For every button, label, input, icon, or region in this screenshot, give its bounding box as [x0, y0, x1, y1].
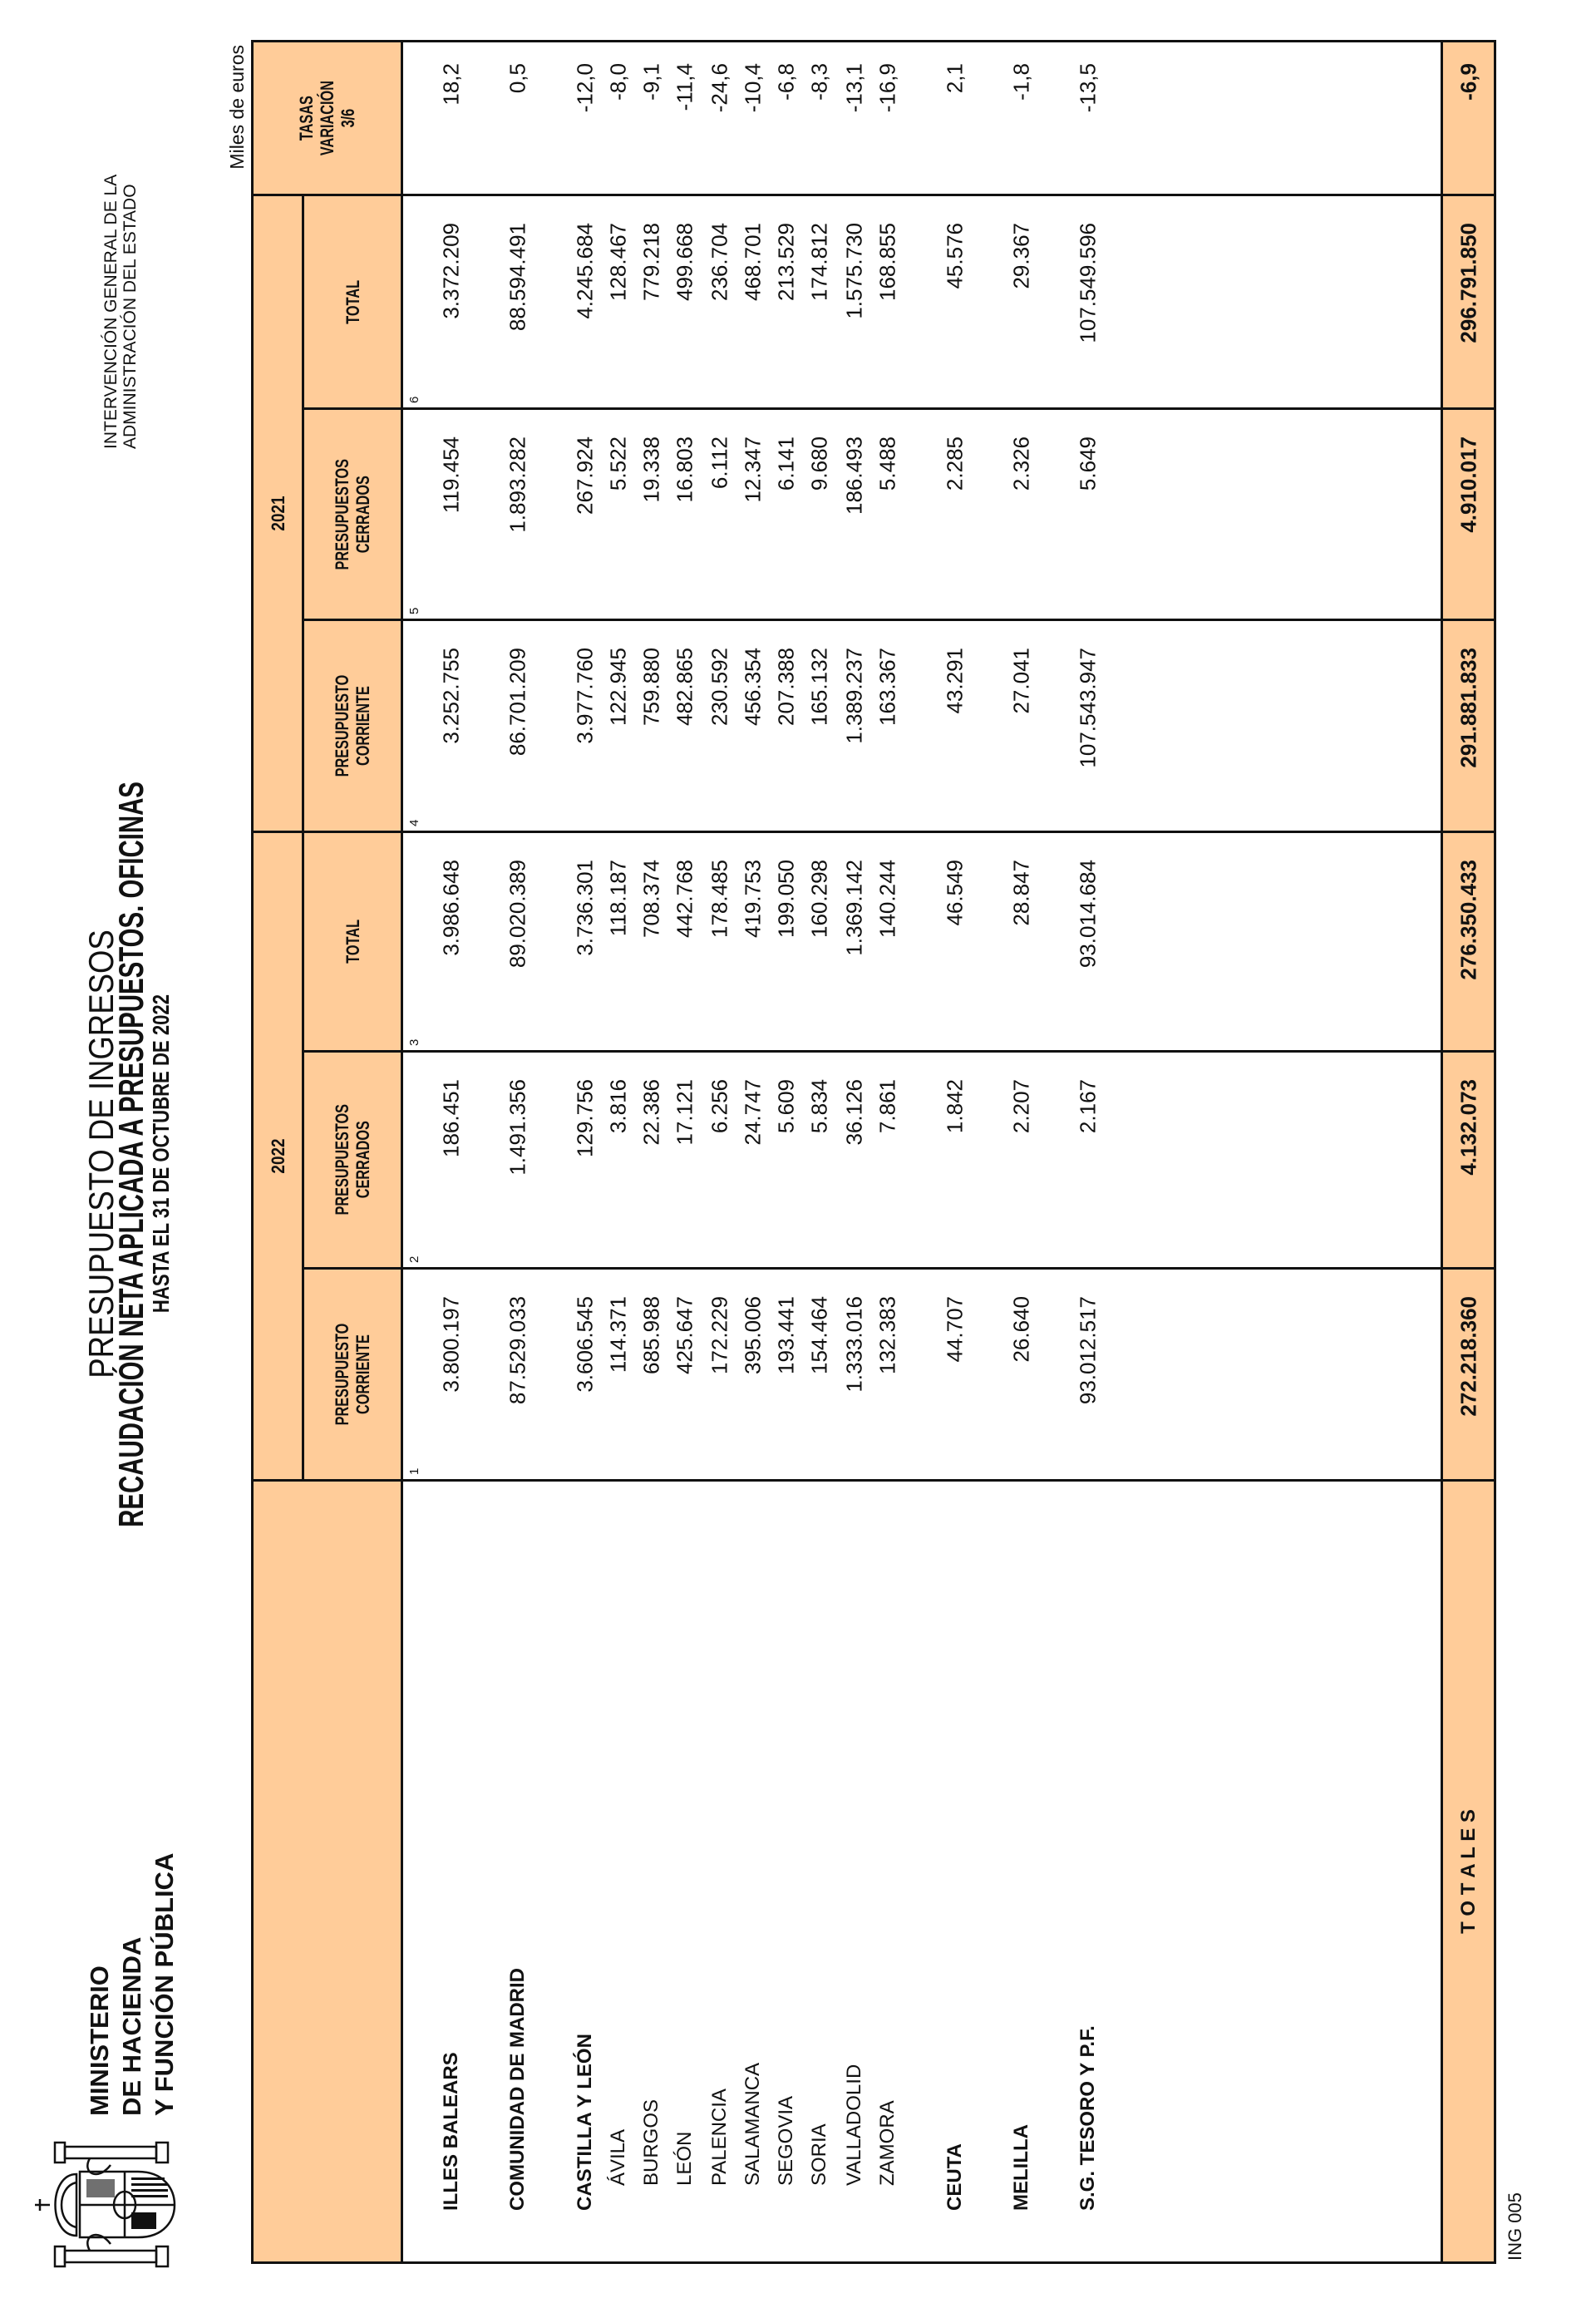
column-number: 3	[407, 1038, 421, 1046]
column-header	[302, 1050, 403, 1270]
form-code: ING 005	[1505, 2192, 1525, 2261]
column-header-line: TOTAL	[342, 279, 363, 324]
cell-value: 1.389.237	[841, 648, 867, 744]
row-label: SEGOVIA	[775, 2095, 797, 2186]
totals-value: 276.350.433	[1456, 860, 1481, 980]
column-header-text	[332, 1095, 373, 1224]
date-line	[148, 0, 175, 2308]
cell-value: 267.924	[572, 436, 598, 515]
cell-value: 2.167	[1075, 1079, 1101, 1134]
cell-value: 174.812	[806, 223, 832, 301]
totals-value: 4.132.073	[1456, 1079, 1481, 1176]
row-label: VALLADOLID	[843, 2064, 865, 2186]
cell-value: 129.756	[572, 1079, 598, 1157]
cell-value: 193.441	[773, 1296, 799, 1374]
cell-value: 128.467	[605, 223, 631, 301]
row-label: SALAMANCA	[741, 2062, 764, 2186]
cell-value: 230.592	[707, 648, 732, 726]
cell-value: 160.298	[806, 860, 832, 938]
cell-value: 456.354	[740, 648, 766, 726]
cell-value: 3.986.648	[438, 860, 464, 956]
column-header-text	[342, 276, 363, 327]
cell-value: 2.285	[942, 436, 968, 491]
cell-value: 1.842	[942, 1079, 968, 1134]
column-header	[302, 407, 403, 621]
rate-value: 18,2	[438, 63, 464, 106]
cell-value: 36.126	[841, 1079, 867, 1146]
totals-rate: -6,9	[1456, 63, 1481, 101]
totals-label: T O T A L E S	[1441, 1479, 1496, 2264]
cell-value: 685.988	[638, 1296, 664, 1374]
cell-value: 1.893.282	[505, 436, 530, 533]
cell-value: 88.594.491	[505, 223, 530, 332]
column-header-line: CERRADOS	[352, 475, 373, 554]
agency-name	[101, 175, 140, 449]
cell-value: 425.647	[672, 1296, 697, 1374]
cell-value: 1.575.730	[841, 223, 867, 319]
rate-value: -6,8	[773, 63, 799, 101]
cell-value: 3.816	[605, 1079, 631, 1134]
totals-value: 4.910.017	[1456, 436, 1481, 533]
rate-value: 2,1	[942, 63, 968, 94]
cell-value: 107.549.596	[1075, 223, 1101, 343]
cell-value: 19.338	[638, 436, 664, 503]
cell-value: 16.803	[672, 436, 697, 503]
rate-header: TASAS VARIACIÓN 3/6	[251, 40, 403, 196]
cell-value: 27.041	[1008, 648, 1034, 714]
agency-line-2: ADMINISTRACIÓN DEL ESTADO	[121, 184, 140, 449]
cell-value: 132.383	[874, 1296, 900, 1374]
data-column	[401, 1267, 1443, 1482]
column-header-line: PRESUPUESTO	[332, 1323, 352, 1426]
rate-value: -16,9	[874, 63, 900, 113]
column-number: 4	[407, 819, 421, 826]
rate-value: -24,6	[707, 63, 732, 113]
cell-value: 5.522	[605, 436, 631, 491]
agency-line-1: INTERVENCIÓN GENERAL DE LA	[101, 174, 121, 449]
cell-value: 482.865	[672, 648, 697, 726]
column-header-line: PRESUPUESTO	[332, 674, 352, 777]
cell-value: 3.372.209	[438, 223, 464, 319]
year-header-2021: 2021	[251, 194, 304, 833]
cell-value: 22.386	[638, 1079, 664, 1146]
cell-value: 89.020.389	[505, 860, 530, 969]
rate-value: -8,3	[806, 63, 832, 101]
cell-value: 119.454	[438, 436, 464, 514]
cell-value: 759.880	[638, 648, 664, 726]
cell-value: 122.945	[605, 648, 631, 726]
cell-value: 442.768	[672, 860, 697, 938]
ministry-line-1: MINISTERIO	[85, 1965, 114, 2116]
cell-value: 419.753	[740, 860, 766, 938]
cell-value: 708.374	[638, 860, 664, 938]
column-header-text	[342, 916, 363, 967]
rate-value: 0,5	[505, 63, 530, 94]
rate-value: -13,5	[1075, 63, 1101, 113]
column-header-text	[332, 1315, 373, 1434]
rate-value: -1,8	[1008, 63, 1034, 101]
column-header-line: CERRADOS	[352, 1121, 373, 1199]
cell-value: 168.855	[874, 223, 900, 301]
cell-value: 1.369.142	[841, 860, 867, 956]
ministry-line-2: DE HACIENDA	[117, 1936, 146, 2116]
data-column	[401, 1050, 1443, 1270]
rate-value: -10,4	[740, 63, 766, 113]
row-label: S.G. TESORO Y P.F.	[1076, 2025, 1099, 2211]
cell-value: 107.543.947	[1075, 648, 1101, 768]
cell-value: 86.701.209	[505, 648, 530, 757]
cell-value: 6.112	[707, 436, 732, 490]
row-label: LEÓN	[673, 2131, 696, 2186]
cell-value: 5.488	[874, 436, 900, 491]
column-header-text	[332, 667, 373, 786]
row-label: ZAMORA	[876, 2100, 899, 2186]
ministry-line-3: Y FUNCIÓN PÚBLICA	[150, 1852, 179, 2116]
cell-value: 2.326	[1008, 436, 1034, 491]
row-label: ILLES BALEARS	[440, 2052, 462, 2211]
column-number: 1	[407, 1467, 421, 1475]
row-label: BURGOS	[640, 2098, 663, 2186]
cell-value: 4.245.684	[572, 223, 598, 319]
cell-value: 5.649	[1075, 436, 1101, 491]
row-label: CASTILLA Y LEÓN	[574, 2034, 596, 2211]
data-column	[401, 831, 1443, 1053]
data-column	[401, 194, 1443, 410]
column-header	[302, 194, 403, 410]
cell-value: 5.609	[773, 1079, 799, 1134]
year-header-2022: 2022	[251, 831, 304, 1482]
subtitle-text: RECAUDACIÓN NETA APLICADA A PRESUPUESTOS. OFICINAS	[111, 781, 150, 1527]
cell-value: 178.485	[707, 860, 732, 938]
rate-value: -9,1	[638, 63, 664, 101]
cell-value: 28.847	[1008, 860, 1034, 926]
row-label: ÁVILA	[607, 2128, 629, 2186]
date-text: HASTA EL 31 DE OCTUBRE DE 2022	[148, 994, 174, 1314]
column-header-text	[332, 450, 373, 579]
column-header	[302, 1267, 403, 1482]
cell-value: 163.367	[874, 648, 900, 726]
totals-value: 296.791.850	[1456, 223, 1481, 343]
row-label: MELILLA	[1010, 2124, 1032, 2211]
cell-value: 6.256	[707, 1079, 732, 1134]
column-header-line: TOTAL	[342, 920, 363, 964]
rate-value: -12,0	[572, 63, 598, 113]
cell-value: 154.464	[806, 1296, 832, 1374]
column-header-line: CORRIENTE	[352, 686, 373, 766]
cell-value: 2.207	[1008, 1079, 1034, 1134]
cell-value: 1.333.016	[841, 1296, 867, 1393]
column-header	[302, 831, 403, 1053]
row-label: CEUTA	[943, 2143, 966, 2211]
cell-value: 87.529.033	[505, 1296, 530, 1405]
row-label: COMUNIDAD DE MADRID	[506, 1968, 529, 2211]
cell-value: 395.006	[740, 1296, 766, 1374]
cell-value: 9.680	[806, 436, 832, 491]
cell-value: 93.012.517	[1075, 1296, 1101, 1405]
totals-value: 291.881.833	[1456, 648, 1481, 768]
cell-value: 26.640	[1008, 1296, 1034, 1363]
column-number: 5	[407, 607, 421, 614]
cell-value: 1.491.356	[505, 1079, 530, 1176]
data-column	[401, 619, 1443, 833]
totals-value: 272.218.360	[1456, 1296, 1481, 1417]
cell-value: 779.218	[638, 223, 664, 301]
cell-value: 236.704	[707, 223, 732, 301]
cell-value: 7.861	[874, 1079, 900, 1134]
cell-value: 3.736.301	[572, 860, 598, 956]
column-header-line: PRESUPUESTOS	[332, 1104, 352, 1216]
cell-value: 12.347	[740, 436, 766, 503]
cell-value: 186.493	[841, 436, 867, 515]
cell-value: 3.606.545	[572, 1296, 598, 1393]
units-label: Miles de euros	[226, 45, 248, 170]
rate-value: -8,0	[605, 63, 631, 101]
rate-value: -11,4	[672, 63, 697, 111]
cell-value: 213.529	[773, 223, 799, 301]
cell-value: 45.576	[942, 223, 968, 289]
cell-value: 93.014.684	[1075, 860, 1101, 969]
data-column	[401, 407, 1443, 621]
cell-value: 468.701	[740, 223, 766, 301]
row-label-header	[251, 1479, 403, 2264]
title-text: PRESUPUESTO DE INGRESOS	[81, 930, 121, 1378]
cell-value: 118.187	[605, 860, 631, 937]
cell-value: 114.371	[605, 1296, 631, 1373]
rate-column	[401, 40, 1443, 196]
cell-value: 499.668	[672, 223, 697, 301]
row-label: PALENCIA	[708, 2089, 731, 2186]
column-number: 6	[407, 396, 421, 403]
column-number: 2	[407, 1255, 421, 1263]
column-header-line: CORRIENTE	[352, 1334, 373, 1414]
cell-value: 186.451	[438, 1079, 464, 1157]
cell-value: 199.050	[773, 860, 799, 938]
column-header-line: PRESUPUESTOS	[332, 458, 352, 570]
cell-value: 43.291	[942, 648, 968, 714]
rate-value: -13,1	[841, 63, 867, 113]
cell-value: 29.367	[1008, 223, 1034, 289]
cell-value: 24.747	[740, 1079, 766, 1146]
row-label-column	[401, 1479, 1443, 2264]
cell-value: 207.388	[773, 648, 799, 726]
cell-value: 17.121	[672, 1079, 697, 1146]
cell-value: 6.141	[773, 436, 799, 491]
cell-value: 172.229	[707, 1296, 732, 1374]
cell-value: 3.977.760	[572, 648, 598, 744]
cell-value: 44.707	[942, 1296, 968, 1363]
cell-value: 46.549	[942, 860, 968, 926]
cell-value: 5.834	[806, 1079, 832, 1134]
column-header	[302, 619, 403, 833]
cell-value: 3.800.197	[438, 1296, 464, 1393]
cell-value: 140.244	[874, 860, 900, 938]
cell-value: 165.132	[806, 648, 832, 726]
cell-value: 3.252.755	[438, 648, 464, 744]
row-label: SORIA	[808, 2123, 830, 2186]
